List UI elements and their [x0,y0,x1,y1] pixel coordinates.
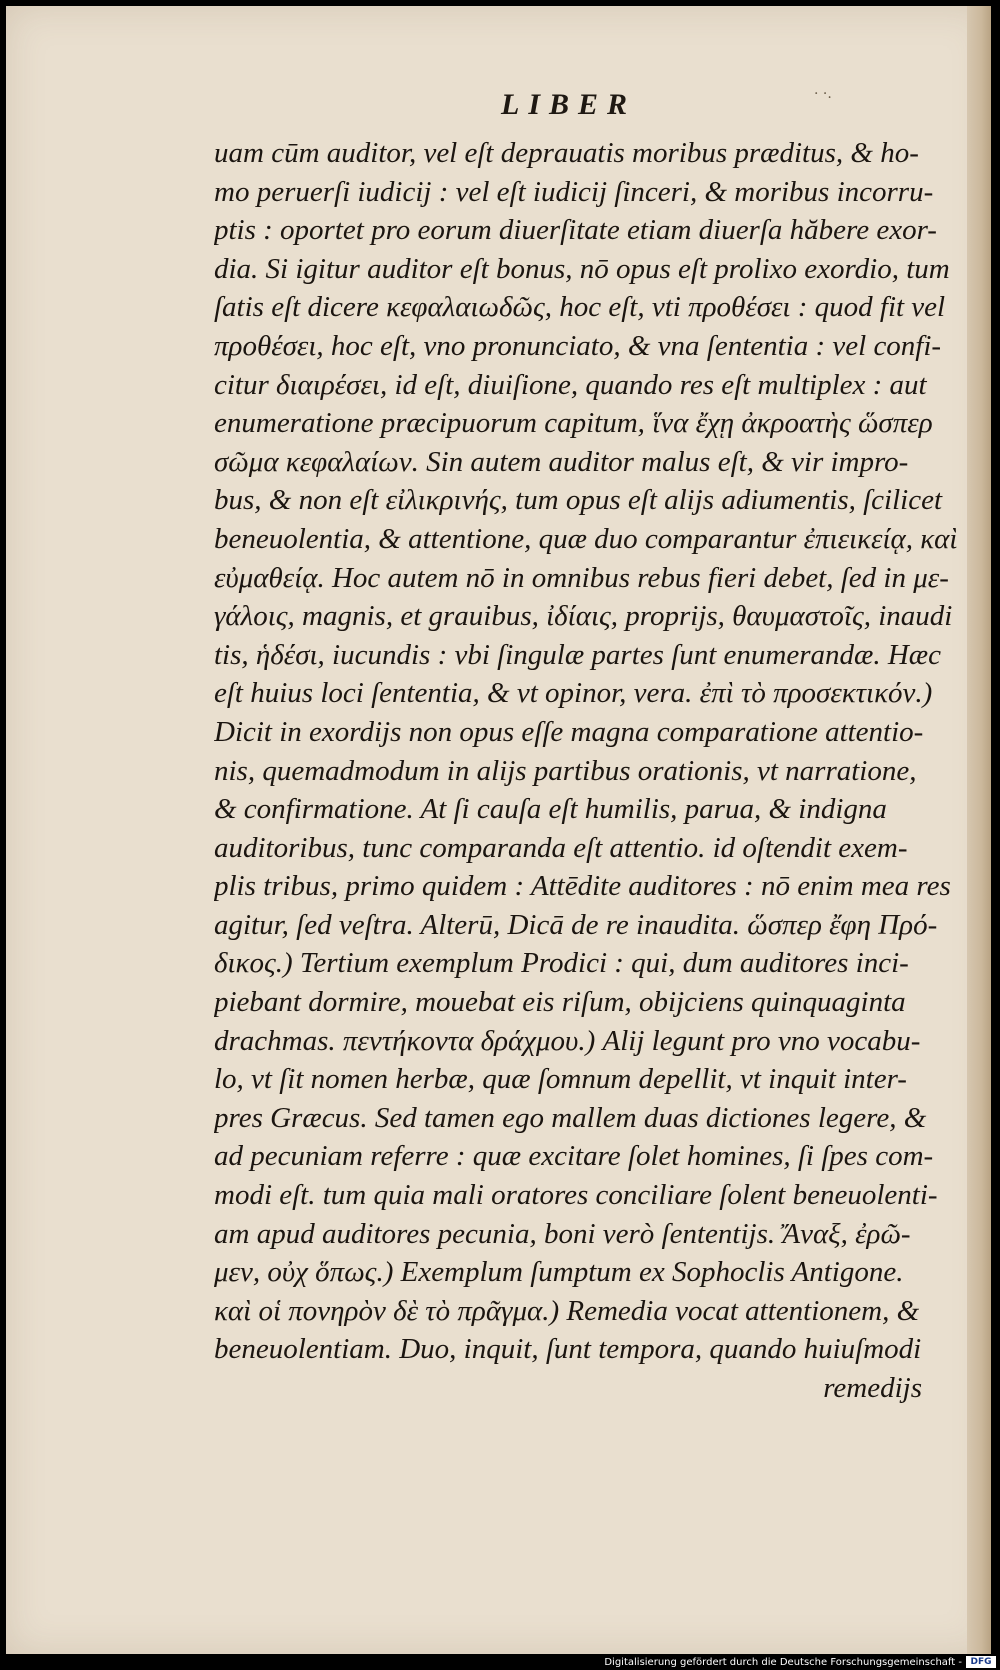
text-line: γάλοις, magnis, et grauibus, ἰδίαις, proprijs, θαυμαστοῖς, inaudi [214,600,953,633]
text-line: uam cūm auditor, vel eſt deprauatis moribus præditus, & ho- [214,137,919,169]
text-line: plis tribus, primo quidem : Attēdite auditores : nō enim mea res [214,870,951,903]
running-title: LIBER [501,88,637,121]
book-page [6,6,991,1654]
text-line: καὶ οἱ πονηρὸν δὲ τὸ πρᾶγμα.) Remedia vocat attentionem, & [214,1294,920,1327]
text-line: eſt huius loci ſententia, & vt opinor, vera. ἐπὶ τὸ προσεκτικόν.) [214,677,933,710]
text-line: beneuolentia, & attentione, quæ duo comparantur ἐπιεικείᾳ, καὶ [214,522,958,555]
text-line: & confirmatione. At ſi cauſa eſt humilis, parua, & indigna [214,793,887,826]
text-line: lo, vt ſit nomen herbæ, quæ ſomnum depellit, vt inquit inter- [214,1063,907,1096]
text-line: drachmas. πεντήκοντα δράχμου.) Alij legunt pro vno vocabu- [214,1024,921,1057]
text-line: δικος.) Tertium exemplum Prodici : qui, dum auditores inci- [214,947,909,980]
text-line: Dicit in exordijs non opus eſſe magna comparatione attentio- [214,715,924,748]
page-mark: · ·. [814,86,832,102]
text-line: enumeratione præcipuorum capitum, ἵνα ἔχῃ ἀκροατὴς ὥσπερ [214,407,933,440]
text-line: beneuolentiam. Duo, inquit, ſunt tempora, quando huiuſmodi [214,1333,922,1366]
text-line: ptis : oportet pro eorum diuerſitate etiam diuerſa hăbere exor- [214,214,937,247]
page-gutter [967,6,991,1654]
catchword: remedijs [823,1372,922,1404]
text-line: citur διαιρέσει, id eſt, diuiſione, quando res eſt multiplex : aut [214,368,927,401]
text-line: προθέσει, hoc eſt, vno pronunciato, & vna ſententia : vel confi- [214,329,942,362]
text-line: piebant dormire, mouebat eis riſum, obijciens quinquaginta [214,986,906,1019]
text-line: ad pecuniam referre : quæ excitare ſolet homines, ſi ſpes com- [214,1140,934,1173]
text-line: σῶμα κεφαλαίων. Sin autem auditor malus eſt, & vir impro- [214,445,909,478]
footer-credit: Digitalisierung gefördert durch die Deutsche Forschungsgemeinschaft - [604,1657,962,1668]
body-text [214,134,966,1408]
text-line: am apud auditores pecunia, boni verò ſententijs. Ἄναξ, ἐρῶ- [214,1217,911,1250]
text-line: bus, & non eſt εἰλικρινής, tum opus eſt alijs adiumentis, ſcilicet [214,484,943,517]
dfg-logo: DFG [966,1656,996,1668]
text-line: dia. Si igitur auditor eſt bonus, nō opus eſt prolixo exordio, tum [214,252,950,285]
text-line: agitur, ſed veſtra. Alterū, Dicā de re inaudita. ὥσπερ ἔφη Πρό- [214,908,938,941]
text-line: μεν, οὐχ ὅπως.) Exemplum ſumptum ex Sophoclis Antigone. [214,1256,904,1289]
text-line: mo peruerſi iudicij : vel eſt iudicij ſinceri, & moribus incorru- [214,175,934,208]
text-line: εὐμαθείᾳ. Hoc autem nō in omnibus rebus fieri debet, ſed in με- [214,561,949,594]
text-line: auditoribus, tunc comparanda eſt attentio. id oſtendit exem- [214,831,908,864]
text-line: nis, quemadmodum in alijs partibus orationis, vt narratione, [214,754,917,787]
text-line: ſatis eſt dicere κεφαλαιωδῶς, hoc eſt, vti προθέσει : quod fit vel [214,291,946,324]
text-line: tis, ἡδέσι, iucundis : vbi ſingulæ partes ſunt enumerandæ. Hæc [214,638,942,671]
text-line: pres Græcus. Sed tamen ego mallem duas dictiones legere, & [214,1101,927,1134]
text-line: modi eſt. tum quia mali oratores conciliare ſolent beneuolenti- [214,1179,938,1212]
